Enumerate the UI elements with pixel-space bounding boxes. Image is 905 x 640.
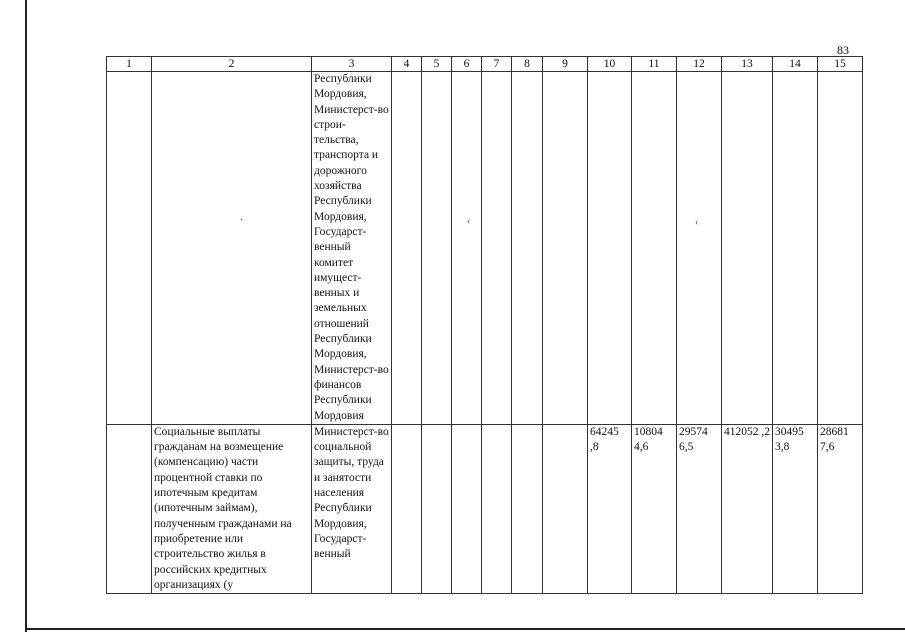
table-cell <box>543 424 588 593</box>
scan-speck: ‹ <box>467 216 471 227</box>
amount-cell: 10804 4,6 <box>632 424 677 593</box>
table-cell <box>452 72 482 425</box>
table-row <box>107 72 863 425</box>
table-cell <box>107 424 152 593</box>
column-header: 14 <box>773 57 818 72</box>
column-header: 6 <box>452 57 482 72</box>
table-cell <box>392 424 422 593</box>
table-cell <box>107 72 152 425</box>
column-header: 4 <box>392 57 422 72</box>
table-cell <box>482 72 512 425</box>
amount-cell: 30495 3,8 <box>773 424 818 593</box>
table-cell <box>422 424 452 593</box>
column-header: 13 <box>722 57 773 72</box>
table-row <box>107 424 863 593</box>
page-bottom-edge-line <box>25 628 905 630</box>
column-header: 8 <box>512 57 543 72</box>
table-cell <box>588 72 632 425</box>
column-header: 5 <box>422 57 452 72</box>
table-cell <box>392 72 422 425</box>
responsible-executor-cell: Министерст-во социальной защиты, труда и занятости населения Республики Мордовия, Государст-венный <box>312 424 392 593</box>
table-cell <box>677 72 722 425</box>
table-cell <box>722 72 773 425</box>
table-cell <box>632 72 677 425</box>
table-cell <box>512 424 543 593</box>
table-cell <box>152 72 312 425</box>
scan-speck: ‹ <box>695 217 699 228</box>
column-header: 3 <box>312 57 392 72</box>
amount-cell: 28681 7,6 <box>818 424 863 593</box>
column-header: 10 <box>588 57 632 72</box>
column-header: 11 <box>632 57 677 72</box>
amount-cell: 412052 ,2 <box>722 424 773 593</box>
responsible-executor-cell: Республики Мордовия, Министерст-во строи-тельства, транспорта и дорожного хозяйства Республики Мордовия, Государст-венный комитет имущест-венных и земельных отношений Республики Мордовия, Министерст-во финансов Республики Мордовия <box>312 72 392 425</box>
table-cell <box>422 72 452 425</box>
amount-cell: 64245 ,8 <box>588 424 632 593</box>
measure-name-cell: Социальные выплаты гражданам на возмещение (компенсацию) части процентной ставки по ипотечным кредитам (ипотечным займам), полученным гражданами на приобретение или строительство жилья в российских кредитных организациях (у <box>152 424 312 593</box>
column-number-row <box>107 57 863 72</box>
data-table <box>106 56 863 594</box>
column-header: 1 <box>107 57 152 72</box>
table-cell <box>452 424 482 593</box>
table-cell <box>773 72 818 425</box>
scan-speck: · <box>240 215 244 226</box>
page-number: 83 <box>837 43 849 57</box>
table-cell <box>543 72 588 425</box>
column-header: 2 <box>152 57 312 72</box>
column-header: 9 <box>543 57 588 72</box>
column-header: 15 <box>818 57 863 72</box>
table-cell <box>512 72 543 425</box>
column-header: 7 <box>482 57 512 72</box>
table-cell <box>482 424 512 593</box>
column-header: 12 <box>677 57 722 72</box>
page-left-edge-line <box>25 0 27 632</box>
table-cell <box>818 72 863 425</box>
amount-cell: 29574 6,5 <box>677 424 722 593</box>
